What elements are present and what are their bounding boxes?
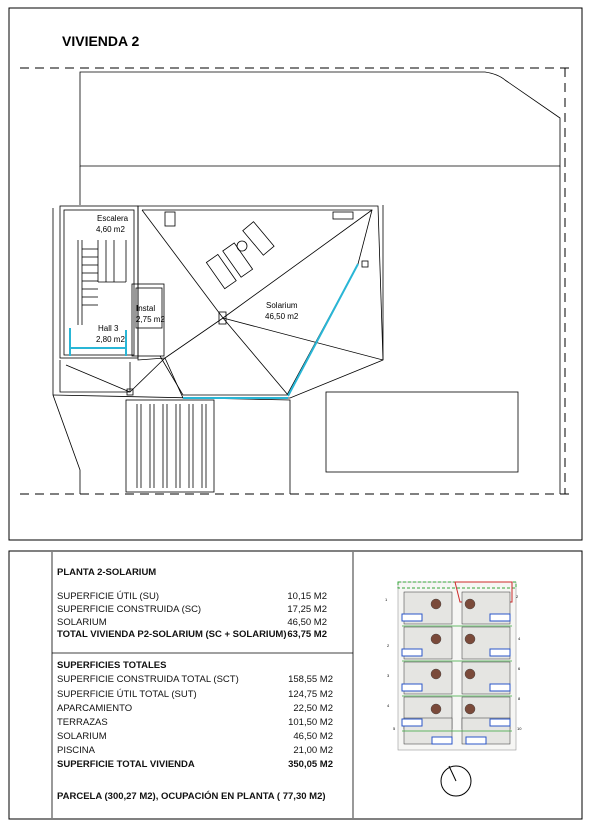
totales-heading: SUPERFICIES TOTALES — [57, 660, 167, 671]
totales-row-value: 21,00 M2 — [293, 745, 333, 756]
page-title: VIVIENDA 2 — [62, 33, 140, 49]
room-escalera-name: Escalera — [97, 214, 129, 223]
planta-total-label: TOTAL VIVIENDA P2-SOLARIUM (SC + SOLARIUM) — [57, 629, 287, 640]
lot-number-left-5: 5 — [393, 726, 396, 731]
lot-number-left-4: 4 — [387, 703, 390, 708]
planta-row-label: SOLARIUM — [57, 617, 107, 628]
parcel-boundary — [20, 68, 575, 494]
totales-row-value: 124,75 M2 — [288, 689, 333, 700]
totales-row-label: PISCINA — [57, 745, 96, 756]
planta-row-label: SUPERFICIE CONSTRUIDA (SC) — [57, 604, 202, 615]
totales-row-label: SOLARIUM — [57, 731, 107, 742]
garage-block — [126, 400, 214, 492]
room-solarium-name: Solarium — [266, 301, 298, 310]
totales-row-label: SUPERFICIE CONSTRUIDA TOTAL (SCT) — [57, 674, 239, 685]
planta-heading: PLANTA 2-SOLARIUM — [57, 567, 157, 578]
room-hall-area: 2,80 m2 — [96, 335, 125, 344]
solarium-terrace — [60, 206, 383, 398]
lot-number-right-2: 4 — [518, 636, 521, 641]
planta-row-value: 46,50 M2 — [287, 617, 327, 628]
totales-row-label: SUPERFICIE ÚTIL TOTAL (SUT) — [57, 689, 197, 700]
planta-row-value: 17,25 M2 — [287, 604, 327, 615]
room-escalera-area: 4,60 m2 — [96, 225, 125, 234]
totales-row-value: 101,50 M2 — [288, 717, 333, 728]
planta-row-value: 10,15 M2 — [287, 591, 327, 602]
totales-total-label: SUPERFICIE TOTAL VIVIENDA — [57, 759, 195, 770]
parcela-summary: PARCELA (300,27 M2), OCUPACIÓN EN PLANTA ( 77,30 M2) — [57, 791, 326, 802]
totales-total-value: 350,05 M2 — [288, 759, 333, 770]
site-plan-thumbnail — [385, 582, 522, 750]
lot-number-right-3: 6 — [518, 666, 521, 671]
lot-number-left-1: 1 — [385, 597, 388, 602]
totales-row-value: 46,50 M2 — [293, 731, 333, 742]
room-instal-name: Instal — [136, 304, 156, 313]
totales-row-value: 22,50 M2 — [293, 703, 333, 714]
lot-number-right-1: 2 — [516, 594, 519, 599]
totales-row-label: APARCAMIENTO — [57, 703, 133, 714]
lot-number-right-5: 10 — [517, 726, 522, 731]
lot-number-right-4: 8 — [518, 696, 521, 701]
north-arrow-icon — [441, 766, 471, 796]
lot-number-left-3: 3 — [387, 673, 390, 678]
totales-row-label: TERRAZAS — [57, 717, 108, 728]
building-outline — [53, 205, 518, 494]
planta-row-label: SUPERFICIE ÚTIL (SU) — [57, 591, 160, 602]
planta-total-value: 63,75 M2 — [287, 629, 327, 640]
totales-row-value: 158,55 M2 — [288, 674, 333, 685]
plan-frame — [9, 8, 582, 540]
room-solarium-area: 46,50 m2 — [265, 312, 299, 321]
room-hall-name: Hall 3 — [98, 324, 119, 333]
room-instal-area: 2,75 m2 — [136, 315, 165, 324]
lot-number-left-2: 2 — [387, 643, 390, 648]
